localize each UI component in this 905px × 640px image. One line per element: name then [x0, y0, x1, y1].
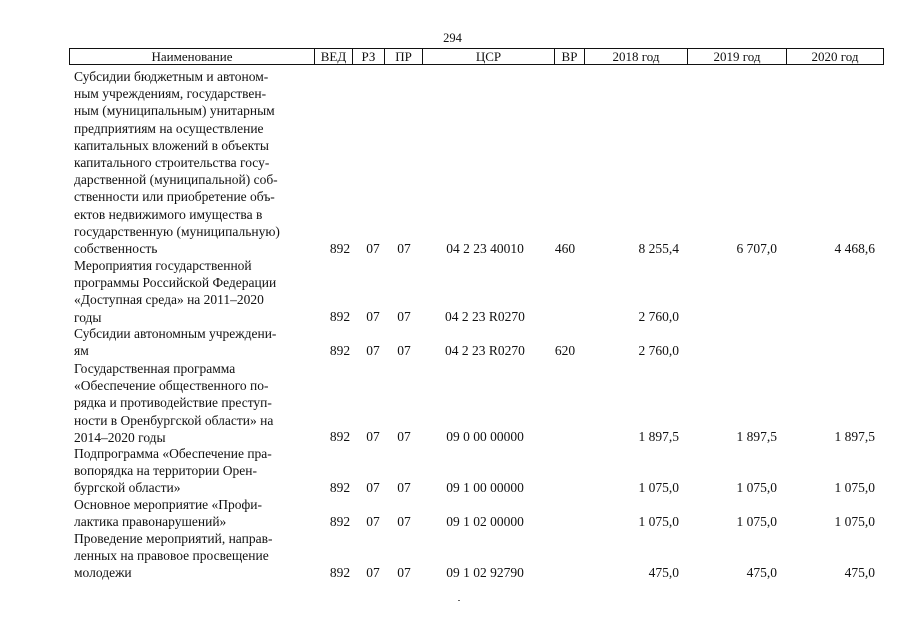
row-csr: 04 2 23 R0270 — [445, 343, 525, 358]
row-2018: 8 255,4 — [638, 241, 679, 256]
row-name: Субсидии бюджетным и автоном- ным учреждениям, государствен- ным (муниципальным) унитарным предприятиям на осуществление капитальных вложений в объекты капитального строительства госу- дарственной (муниципальной) соб- ственности или приобретение объ- ектов недвижимого имущества в государственную (муниципальную) собственность — [74, 69, 280, 257]
row-csr: 09 0 00 00000 — [446, 429, 524, 444]
header-2019: 2019 год — [688, 49, 787, 64]
row-pr: 07 — [397, 429, 411, 444]
row-2020: 1 897,5 — [834, 429, 875, 444]
row-2019: 475,0 — [746, 565, 777, 580]
row-pr: 07 — [397, 480, 411, 495]
row-2019: 1 075,0 — [736, 514, 777, 529]
row-ved: 892 — [329, 429, 351, 444]
row-name: Мероприятия государственной программы Российской Федерации «Доступная среда» на 2011–2020 годы — [74, 258, 277, 325]
row-rz: 07 — [366, 565, 380, 580]
row-pr: 07 — [397, 514, 411, 529]
row-ved: 892 — [329, 565, 351, 580]
header-rz: РЗ — [353, 49, 385, 64]
header-csr: ЦСР — [423, 49, 555, 64]
row-csr: 04 2 23 40010 — [446, 241, 524, 256]
row-csr: 09 1 02 00000 — [446, 514, 524, 529]
row-pr: 07 — [397, 241, 411, 256]
row-name: Субсидии автономным учреждени- ям — [74, 326, 277, 359]
row-rz: 07 — [366, 514, 380, 529]
header-2020: 2020 год — [811, 49, 859, 64]
row-ved: 892 — [329, 480, 351, 495]
row-2018: 2 760,0 — [638, 343, 679, 358]
row-rz: 07 — [366, 343, 380, 358]
row-csr: 09 1 00 00000 — [446, 480, 524, 495]
row-2020: 475,0 — [844, 565, 875, 580]
row-name: Основное мероприятие «Профи- лактика правонарушений» — [74, 497, 262, 530]
header-pr: ПР — [385, 49, 423, 64]
row-2019: 1 897,5 — [736, 429, 777, 444]
row-vr: 620 — [554, 343, 576, 358]
row-2020: 4 468,6 — [834, 241, 875, 256]
scan-dot — [458, 600, 460, 601]
row-2018: 2 760,0 — [638, 309, 679, 324]
row-2018: 475,0 — [648, 565, 679, 580]
row-2020: 1 075,0 — [834, 514, 875, 529]
header-name: Наименование — [70, 49, 315, 64]
row-ved: 892 — [329, 309, 351, 324]
row-csr: 04 2 23 R0270 — [445, 309, 525, 324]
header-vr: ВР — [555, 49, 585, 64]
row-rz: 07 — [366, 429, 380, 444]
row-rz: 07 — [366, 309, 380, 324]
header-ved: ВЕД — [315, 49, 353, 64]
page-number: 294 — [443, 31, 462, 45]
row-ved: 892 — [329, 241, 351, 256]
row-2019: 6 707,0 — [736, 241, 777, 256]
row-rz: 07 — [366, 480, 380, 495]
row-2020: 1 075,0 — [834, 480, 875, 495]
row-pr: 07 — [397, 343, 411, 358]
row-rz: 07 — [366, 241, 380, 256]
row-ved: 892 — [329, 514, 351, 529]
row-2018: 1 075,0 — [638, 514, 679, 529]
header-2018: 2018 год — [585, 49, 688, 64]
row-name: Государственная программа «Обеспечение общественного по- рядка и противодействие преступ- ности в Оренбургской области» на 2014–2020 годы — [74, 361, 274, 445]
row-ved: 892 — [329, 343, 351, 358]
row-2019: 1 075,0 — [736, 480, 777, 495]
row-pr: 07 — [397, 309, 411, 324]
row-name: Подпрограмма «Обеспечение пра- вопорядка на территории Орен- бургской области» — [74, 446, 272, 496]
row-name: Проведение мероприятий, направ- ленных на правовое просвещение молодежи — [74, 531, 273, 581]
row-2018: 1 075,0 — [638, 480, 679, 495]
row-pr: 07 — [397, 565, 411, 580]
row-vr: 460 — [554, 241, 576, 256]
row-2018: 1 897,5 — [638, 429, 679, 444]
table-header — [69, 48, 884, 65]
row-csr: 09 1 02 92790 — [446, 565, 524, 580]
